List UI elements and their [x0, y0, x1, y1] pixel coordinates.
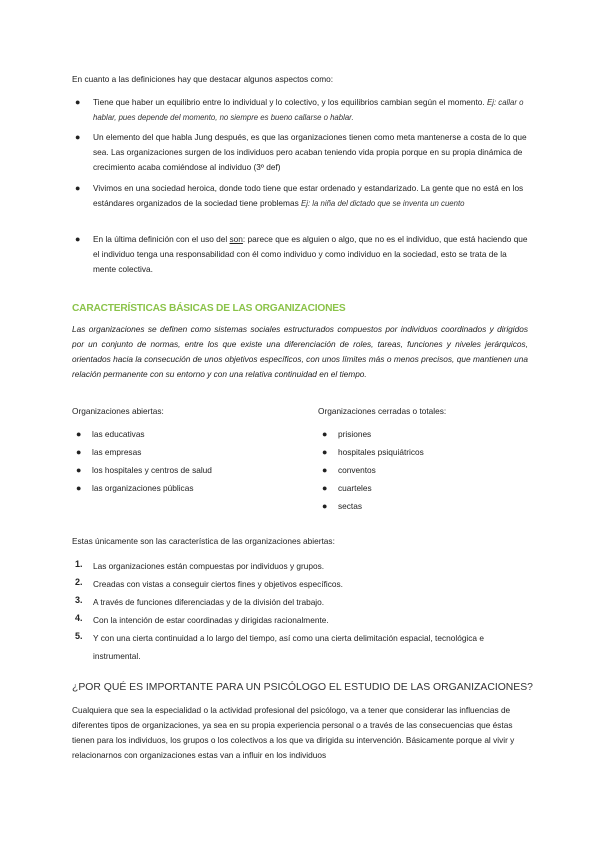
bullet-icon: ● — [322, 447, 328, 457]
section-title-importancia: ¿POR QUÉ ES IMPORTANTE PARA UN PSICÓLOGO EL ESTUDIO DE LAS ORGANIZACIONES? — [72, 682, 533, 693]
numbered-item: 5. Y con una cierta continuidad a lo largo del tiempo, así como una cierta delimitación espacial, tecnológica e instrumental. — [75, 631, 484, 661]
numbered-item: 2. Creadas con vistas a conseguir ciertos fines y objetivos específicos. — [75, 577, 343, 589]
numbered-item: 3. A través de funciones diferenciadas y de la división del trabajo. — [75, 595, 325, 607]
bullet-icon: ● — [75, 97, 81, 107]
bullet-icon: ● — [76, 429, 82, 439]
bullet-icon: ● — [76, 447, 82, 457]
bullet-icon: ● — [76, 483, 82, 493]
intro-line: En cuanto a las definiciones hay que destacar algunos aspectos como: — [72, 74, 334, 84]
section-intro: Las organizaciones se definen como sistemas sociales estructurados compuestos por individuos coordinados y dirigidos por un conjunto de normas, entre los que existe una diferenciación de roles, tareas, funciones y niveles jerárquicos, orientados hacia la consecución de unos objetivos específicos, con unos límites más o menos precisos, que mantienen una relación permanente con su entorno y con una relativa continuidad en el tiempo. — [72, 324, 528, 379]
bullet-icon: ● — [75, 234, 81, 244]
numbered-item: 1. Las organizaciones están compuestas por individuos y grupos. — [75, 559, 325, 571]
bullet-item: ● En la última definición con el uso del son: parece que es alguien o algo, que no es el individuo, que está haciendo que el individuo tenga una responsabilidad con él como individuo y como individuo en la sociedad, esto se trata de la mente colectiva. — [75, 234, 528, 274]
bullet-icon: ● — [322, 429, 328, 439]
closed-organizations-list: Organizaciones cerradas o totales: ● prisiones ● hospitales psiquiátricos ● conventos ● cuarteles ● sectas — [318, 404, 538, 517]
bullet-icon: ● — [322, 501, 328, 511]
section-title-caracteristicas: CARACTERÍSTICAS BÁSICAS DE LAS ORGANIZACIONES — [72, 303, 346, 314]
numbered-item: 4. Con la intención de estar coordinadas y dirigidas racionalmente. — [75, 613, 329, 625]
bullet-icon: ● — [76, 465, 82, 475]
bullet-icon: ● — [75, 183, 81, 193]
bullet-item: ● Vivimos en una sociedad heroica, donde todo tiene que estar ordenado y estandarizado. La gente que no está en los estándares organizados de la sociedad tiene problemas Ej: la niña del dictado que se inventa un cuento — [75, 183, 524, 208]
open-organizations-list: Organizaciones abiertas: ● las educativas ● las empresas ● los hospitales y centros de salud ● las organizaciones públicas — [72, 404, 292, 499]
section2-body: Cualquiera que sea la especialidad o la actividad profesional del psicólogo, va a tener que considerar las influencias de diferentes tipos de organizaciones, ya sea en su propia experiencia personal o a través de las consecuencias que éstas tienen para los individuos, los grupos o los colectivos a los que va dirigida su intervención. Básicamente porque al vivir y relacionarnos con organizaciones estas van a influir en los individuos — [72, 705, 515, 760]
characteristics-intro: Estas únicamente son las característica de las organizaciones abiertas: — [72, 536, 335, 546]
bullet-item: ● Tiene que haber un equilibrio entre lo individual y lo colectivo, y los equilibrios cambian según el momento. Ej: callar o hablar, pues depende del momento, no siempre es bueno callarse o hablar. — [75, 97, 524, 122]
bullet-icon: ● — [75, 132, 81, 142]
bullet-icon: ● — [322, 483, 328, 493]
bullet-icon: ● — [322, 465, 328, 475]
bullet-item: ● Un elemento del que habla Jung después, es que las organizaciones tienen como meta mantenerse a costa de lo que sea. Las organizaciones surgen de los individuos pero acaban teniendo vida propia porque en su propia dinámica de crecimiento acaba comiéndose al individuo (3º def) — [75, 132, 527, 172]
